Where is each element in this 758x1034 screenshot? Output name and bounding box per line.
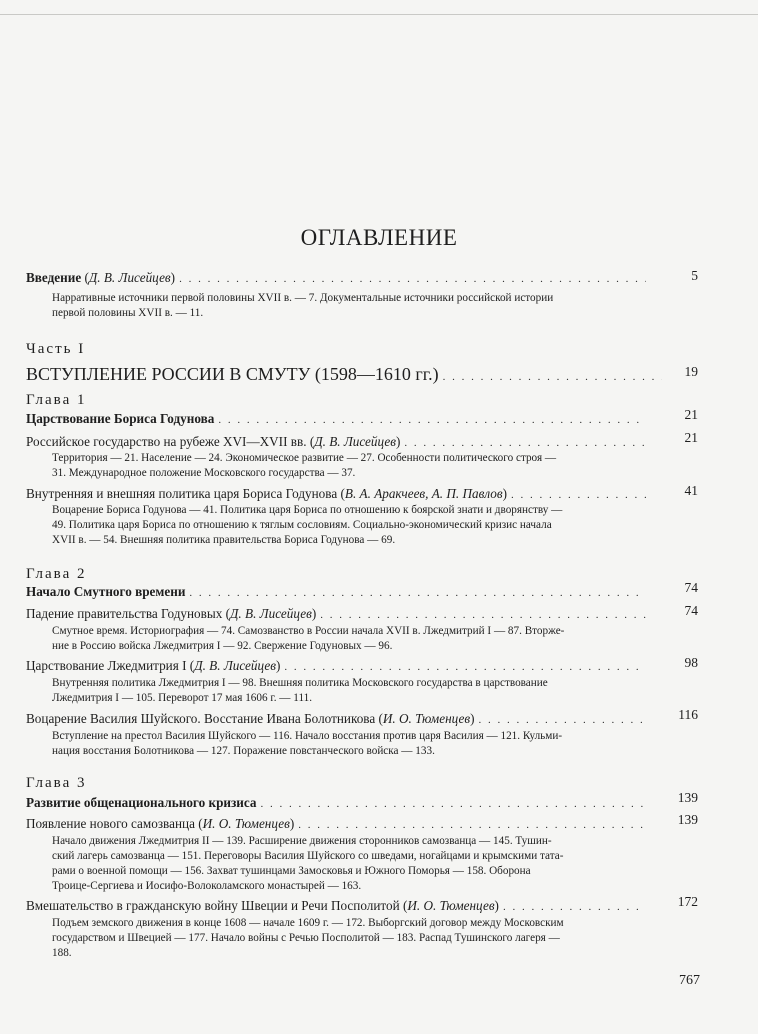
section-title: Российское государство на рубеже XVI—XVII вв.: [26, 434, 307, 449]
page-number: 21: [684, 430, 698, 445]
toc-entry-section[interactable]: Вмешательство в гражданскую войну Швеции и Речи Посполитой (И. О. Тюменцев) . . .: [26, 898, 646, 914]
entry-description: Нарративные источники первой половины XVII в. — 7. Документальные источники российской истории первой половины XVII в. — 11.: [52, 292, 554, 319]
page-number: 139: [677, 812, 698, 827]
dot-leader: [511, 489, 646, 501]
page-title: ОГЛАВЛЕНИЕ: [300, 225, 458, 250]
entry-description: Смутное время. Историография — 74. Самозванство в России начала XVII в. Лжедмитрий I — 87. Вторже- ние в Россию войска Лжедмитрия I — 92. Свержение Годуновых — 96.: [52, 625, 565, 652]
section-title: Падение правительства Годуновых: [26, 606, 223, 621]
section-title: Воцарение Василия Шуйского. Восстание Ивана Болотникова: [26, 711, 376, 726]
entry-description: Воцарение Бориса Годунова — 41. Политика царя Бориса по отношению к боярской знати и дворянству — 49. Политика царя Бориса по отношению к тяглым сословиям. Социально-экономический кризис начала XVII в. — 54. Внешняя политика правительства Бориса Годунова — 69.: [52, 504, 563, 546]
page-number: 116: [678, 707, 698, 722]
dot-leader: [298, 819, 646, 831]
entry-author: И. О. Тюменцев: [382, 711, 471, 726]
page-number: 98: [684, 655, 698, 670]
page-number: 172: [677, 894, 698, 909]
entry-author: Д. В. Лисейцев: [88, 270, 171, 285]
part-title: ВСТУПЛЕНИЕ РОССИИ В СМУТУ (1598—1610 гг.): [26, 364, 439, 384]
entry-author: И. О. Тюменцев: [202, 816, 290, 831]
dot-leader: [443, 371, 662, 383]
chapter-label: Глава 2: [26, 566, 87, 582]
page-number: 74: [684, 603, 698, 618]
toc-entry-section[interactable]: Падение правительства Годуновых (Д. В. Лисейцев) . . .: [26, 606, 646, 622]
chapter-title: Развитие общенационального кризиса: [26, 795, 257, 810]
entry-author: Д. В. Лисейцев: [230, 606, 312, 621]
toc-entry-section[interactable]: Воцарение Василия Шуйского. Восстание Ивана Болотникова (И. О. Тюменцев) . . .: [26, 711, 646, 727]
entry-author: Д. В. Лисейцев: [314, 434, 397, 449]
dot-leader: [479, 714, 646, 726]
dot-leader: [284, 661, 646, 673]
page-number: 21: [684, 407, 698, 422]
page-number: 19: [684, 364, 698, 379]
entry-description: Подъем земского движения в конце 1608 — начале 1609 г. — 172. Выборгский договор между Московским государством и Швецией — 177. Начало войны с Речью Посполитой — 183. Распад Тушинского лагеря — 188.: [52, 917, 564, 959]
dot-leader: [503, 901, 646, 913]
page-number: 41: [684, 483, 698, 498]
page-number: 5: [691, 268, 698, 283]
toc-entry-section[interactable]: Российское государство на рубеже XVI—XVII вв. (Д. В. Лисейцев) . . .: [26, 434, 646, 450]
dot-leader: [261, 798, 646, 810]
section-title: Внутренняя и внешняя политика царя Бориса Годунова: [26, 486, 338, 501]
chapter-label: Глава 3: [26, 775, 87, 791]
dot-leader: [320, 609, 646, 621]
dot-leader: [179, 273, 646, 285]
section-title: Вмешательство в гражданскую войну Швеции и Речи Посполитой: [26, 898, 400, 913]
entry-description: Вступление на престол Василия Шуйского — 116. Начало восстания против царя Василия — 121. Кульми- нация восстания Болотникова — 127. Поражение повстанческого войска — 133.: [52, 730, 563, 757]
entry-description: Территория — 21. Население — 24. Экономическое развитие — 27. Особенности политического строя — 31. Международное положение Московского государства — 37.: [52, 452, 557, 479]
entry-title: Введение: [26, 270, 82, 285]
toc-entry-chapter[interactable]: [26, 411, 646, 427]
toc-entry-chapter[interactable]: [26, 584, 646, 600]
toc-entry-section[interactable]: Царствование Лжедмитрия I (Д. В. Лисейцев) . . .: [26, 658, 646, 674]
page-folio: 767: [679, 973, 700, 988]
chapter-title: Царствование Бориса Годунова: [26, 411, 215, 426]
page-number: 139: [677, 790, 698, 805]
chapter-label: Глава 1: [26, 392, 87, 408]
toc-entry-section[interactable]: Внутренняя и внешняя политика царя Бориса Годунова (В. А. Аракчеев, А. П. Павлов) . . .: [26, 486, 646, 502]
chapter-title: Начало Смутного времени: [26, 584, 186, 599]
top-edge-rule: [0, 14, 758, 15]
entry-description: Внутренняя политика Лжедмитрия I — 98. Внешняя политика Московского государства в царствование Лжедмитрия I — 105. Переворот 17 мая 1606 г. — 111.: [52, 677, 548, 704]
toc-entry-section[interactable]: Появление нового самозванца (И. О. Тюменцев) . . .: [26, 816, 646, 832]
page-number: 74: [684, 580, 698, 595]
dot-leader: [218, 414, 646, 426]
part-label: Часть I: [26, 341, 86, 357]
dot-leader: [404, 437, 646, 449]
toc-entry-part[interactable]: [26, 364, 662, 385]
dot-leader: [189, 587, 646, 599]
section-title: Появление нового самозванца: [26, 816, 195, 831]
section-title: Царствование Лжедмитрия I: [26, 658, 187, 673]
entry-description: Начало движения Лжедмитрия II — 139. Расширение движения сторонников самозванца — 145. Тушин- ский лагерь самозванца — 151. Переговоры Василия Шуйского со шведами, ногайцами и крымскими тата- рами о военной помощи — 156. Захват тушинцами Замосковья и Южного Поморья — 158. Оборона Троице-Сергиева и Иосифо-Волоколамского монастырей — 163.: [52, 835, 564, 892]
entry-author: В. А. Аракчеев, А. П. Павлов: [344, 486, 503, 501]
entry-author: Д. В. Лисейцев: [194, 658, 276, 673]
entry-author: И. О. Тюменцев: [407, 898, 495, 913]
toc-entry-intro[interactable]: Введение (Д. В. Лисейцев) . . .: [26, 270, 646, 286]
toc-entry-chapter[interactable]: [26, 795, 646, 811]
